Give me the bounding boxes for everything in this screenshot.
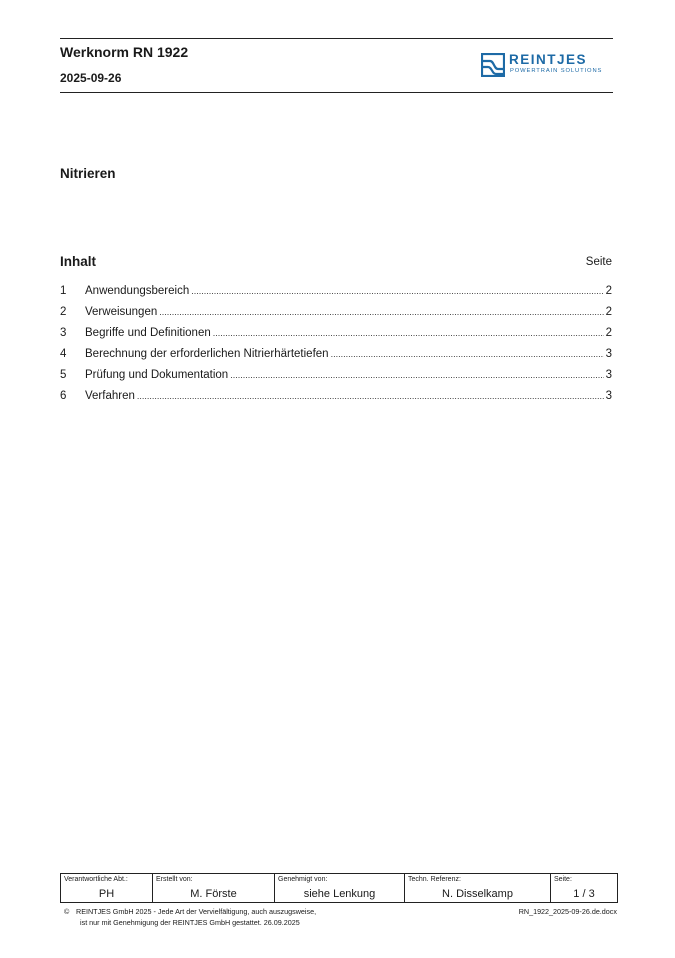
- footer-cell-tech-reference: [405, 874, 551, 902]
- footer-cell-page: [551, 874, 617, 902]
- footer-cell-created-by: [153, 874, 275, 902]
- toc-entry-number: 2: [60, 306, 67, 318]
- footer-cell-department: [61, 874, 153, 902]
- toc-entry-number: 5: [60, 369, 67, 381]
- toc-entry-number: 1: [60, 285, 67, 297]
- footer-cell-label: Seite:: [554, 876, 572, 883]
- footer-cell-value: PH: [98, 888, 115, 900]
- toc-entry-label: Berechnung der erforderlichen Nitrierhärtetiefen: [85, 348, 329, 360]
- footer-filename: RN_1922_2025-09-26.de.docx: [518, 907, 617, 916]
- toc-entry-number: 6: [60, 390, 67, 402]
- toc-leader-dots: [230, 370, 603, 380]
- toc-entry-page: 2: [605, 327, 612, 339]
- toc-entry-page: 2: [605, 306, 612, 318]
- reintjes-logo: [481, 53, 615, 79]
- toc-leader-dots: [191, 286, 603, 296]
- footer-cell-label: Erstellt von:: [156, 876, 193, 883]
- footer-cell-label: Techn. Referenz:: [408, 876, 461, 883]
- copyright-line-1: REINTJES GmbH 2025 - Jede Art der Vervielfältigung, auch auszugsweise,: [76, 907, 317, 916]
- toc-entry[interactable]: [60, 306, 612, 322]
- copyright-icon: ©: [64, 907, 70, 916]
- toc-entry[interactable]: [60, 390, 612, 406]
- toc-entry-label: Begriffe und Definitionen: [85, 327, 211, 339]
- toc-page-column-label: Seite: [585, 256, 612, 268]
- logo-brand-text: REINTJES: [509, 52, 588, 67]
- footer-cell-value: 1 / 3: [573, 888, 595, 900]
- toc-heading: Inhalt: [60, 254, 96, 269]
- toc-entry-label: Anwendungsbereich: [85, 285, 190, 297]
- document-number: Werknorm RN 1922: [60, 44, 189, 60]
- footer-copyright: [64, 907, 316, 928]
- footer-cell-value: M. Förste: [190, 888, 237, 900]
- toc-leader-dots: [137, 391, 604, 401]
- toc-leader-dots: [213, 328, 604, 338]
- toc-leader-dots: [331, 349, 604, 359]
- toc-entry-page: 3: [605, 390, 612, 402]
- toc-leader-dots: [159, 307, 603, 317]
- toc-entry-number: 4: [60, 348, 67, 360]
- toc-entry[interactable]: [60, 369, 612, 385]
- footer-cell-value: siehe Lenkung: [303, 888, 376, 900]
- toc-entry-page: 3: [605, 369, 612, 381]
- document-date: 2025-09-26: [60, 71, 122, 85]
- toc-entry-number: 3: [60, 327, 67, 339]
- toc-entry-page: 3: [605, 348, 612, 360]
- footer-cell-value: N. Disselkamp: [442, 888, 513, 900]
- logo-tagline: POWERTRAIN SOLUTIONS: [510, 68, 603, 74]
- toc-entry[interactable]: [60, 285, 612, 301]
- footer-cell-label: Genehmigt von:: [278, 876, 328, 883]
- toc-entry-label: Verweisungen: [85, 306, 158, 318]
- toc-entry[interactable]: [60, 327, 612, 343]
- footer-approval-table: [60, 873, 618, 903]
- toc-entry-label: Verfahren: [85, 390, 135, 402]
- copyright-line-2: ist nur mit Genehmigung der REINTJES GmbH gestattet. 26.09.2025: [80, 917, 300, 927]
- footer-cell-approved-by: [275, 874, 405, 902]
- header-top-rule: [60, 38, 613, 39]
- toc-entry-page: 2: [605, 285, 612, 297]
- toc-entry-label: Prüfung und Dokumentation: [85, 369, 229, 381]
- header-bottom-rule: [60, 92, 613, 93]
- document-title: Nitrieren: [60, 166, 116, 181]
- footer-cell-label: Verantwortliche Abt.:: [64, 876, 128, 883]
- toc-entry[interactable]: [60, 348, 612, 364]
- logo-mark-icon: [481, 53, 505, 77]
